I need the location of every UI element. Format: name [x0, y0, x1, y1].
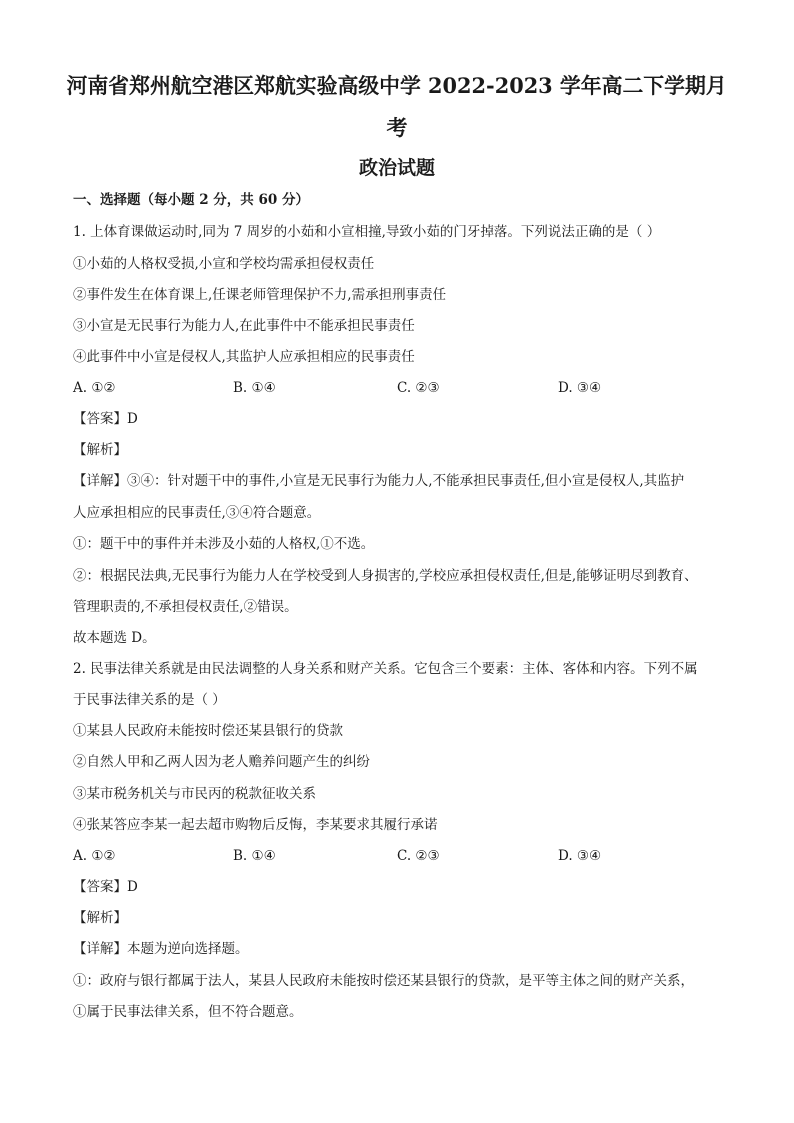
- q2-detail-3: ①属于民事法律关系，但不符合题意。: [73, 1004, 303, 1020]
- q1-statement-2: ②事件发生在体育课上,任课老师管理保护不力,需承担刑事责任: [73, 287, 447, 303]
- q1-statement-1: ①小茹的人格权受损,小宣和学校均需承担侵权责任: [73, 256, 375, 272]
- q1-conclusion: 故本题选 D。: [73, 630, 156, 646]
- q2-statement-3: ③某市税务机关与市民丙的税款征收关系: [73, 786, 316, 802]
- subject-heading: 政治试题: [358, 157, 435, 179]
- q1-detail-5: 管理职责的,不承担侵权责任,②错误。: [73, 599, 298, 615]
- document-title-line1: 河南省郑州航空港区郑航实验高级中学 2022-2023 学年高二下学期月: [66, 73, 727, 98]
- q1-detail-2: 人应承担相应的民事责任,③④符合题意。: [73, 505, 321, 521]
- q2-stem-line1: 2. 民事法律关系就是由民法调整的人身关系和财产关系。它包含三个要素：主体、客体和内容。下列不属: [73, 661, 698, 677]
- q2-statement-1: ①某县人民政府未能按时偿还某县银行的贷款: [73, 723, 343, 739]
- q2-detail-2: ①：政府与银行都属于法人，某县人民政府未能按时偿还某县银行的贷款，是平等主体之间的财产关系，: [73, 973, 694, 989]
- q2-statement-4: ④张某答应李某一起去超市购物后反悔，李某要求其履行承诺: [73, 817, 438, 833]
- section-heading: 一、选择题（每小题 2 分，共 60 分）: [73, 192, 309, 208]
- q2-analysis-label: 【解析】: [73, 910, 127, 926]
- q2-option-d: D. ③④: [558, 848, 602, 864]
- q2-option-c: C. ②③: [397, 848, 440, 864]
- q1-option-c: C. ②③: [397, 380, 440, 396]
- q1-option-a: A. ①②: [73, 380, 116, 396]
- q1-answer: 【答案】D: [73, 411, 138, 427]
- q2-detail-1: 【详解】本题为逆向选择题。: [73, 941, 249, 957]
- q1-option-d: D. ③④: [558, 380, 602, 396]
- q2-option-b: B. ①④: [233, 848, 276, 864]
- q1-statement-3: ③小宣是无民事行为能力人,在此事件中不能承担民事责任: [73, 318, 415, 334]
- q2-stem-line2: 于民事法律关系的是（ ）: [73, 692, 226, 708]
- q1-statement-4: ④此事件中小宣是侵权人,其监护人应承担相应的民事责任: [73, 349, 415, 365]
- q1-option-b: B. ①④: [233, 380, 276, 396]
- q1-stem: 1. 上体育课做运动时,同为 7 周岁的小茹和小宣相撞,导致小茹的门牙掉落。下列说法正确的是（ ）: [73, 224, 661, 240]
- q2-statement-2: ②自然人甲和乙两人因为老人赡养问题产生的纠纷: [73, 754, 370, 770]
- document-title-line2: 考: [386, 115, 408, 140]
- q1-detail-3: ①：题干中的事件并未涉及小茹的人格权,①不选。: [73, 536, 375, 552]
- q1-detail-1: 【详解】③④：针对题干中的事件,小宣是无民事行为能力人,不能承担民事责任,但小宣是侵权人,其监护: [73, 473, 685, 489]
- q1-analysis-label: 【解析】: [73, 442, 127, 458]
- q2-answer: 【答案】D: [73, 879, 138, 895]
- q2-option-a: A. ①②: [73, 848, 116, 864]
- q1-detail-4: ②：根据民法典,无民事行为能力人在学校受到人身损害的,学校应承担侵权责任,但是,能够证明尽到教育、: [73, 568, 698, 584]
